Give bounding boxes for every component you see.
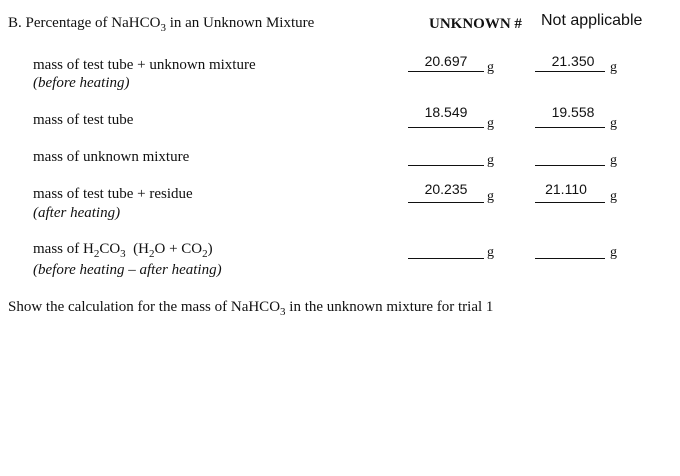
trial1-value-tube-plus-residue: 20.235 [424,181,468,197]
trial2-value-tube-plus-residue: 21.110 [545,181,587,197]
row-sublabel-after-heating: (after heating) [33,205,121,221]
trial2-unit-mass-h2co3: g [610,245,617,260]
unknown-number-label: UNKNOWN # [429,16,522,32]
trial2-value-tube-plus-mixture: 21.350 [551,53,595,69]
trial2-unit-unknown-mixture: g [610,153,617,168]
row-sublabel-difference: (before heating – after heating) [33,262,222,278]
calculation-prompt [8,299,493,318]
section-title-subscript: 3 [160,22,166,34]
trial1-unit-tube-plus-mixture: g [487,60,494,75]
trial1-value-test-tube: 18.549 [424,104,468,120]
trial2-unit-test-tube: g [610,116,617,131]
h2co3-sub-1: 2 [93,248,100,260]
h2co3-text-4: O + CO [154,241,203,257]
row-label-test-tube: mass of test tube [33,112,134,128]
trial1-line-tube-plus-mixture [408,71,484,72]
row-sublabel-before-heating: (before heating) [33,75,130,91]
trial2-line-unknown-mixture [535,165,605,166]
unknown-number-value: Not applicable [541,12,643,29]
h2co3-text-1: mass of H [33,241,94,257]
trial1-unit-mass-h2co3: g [487,245,494,260]
section-title-suffix: in an Unknown Mixture [165,15,315,31]
trial1-line-mass-h2co3 [408,258,484,259]
h2co3-text-5: ) [207,241,213,257]
trial2-unit-tube-plus-mixture: g [610,60,617,75]
trial2-line-mass-h2co3 [535,258,605,259]
trial2-value-test-tube: 19.558 [551,104,595,120]
row-label-tube-plus-residue: mass of test tube + residue [33,186,193,202]
row-label-tube-plus-mixture: mass of test tube + unknown mixture [33,57,256,73]
trial1-line-test-tube [408,127,484,128]
h2co3-sub-3: 2 [149,248,155,260]
trial2-line-test-tube [535,127,605,128]
trial1-unit-tube-plus-residue: g [487,189,494,204]
trial2-line-tube-plus-mixture [535,71,605,72]
calculation-prompt-suffix: in the unknown mixture for trial 1 [285,299,494,315]
h2co3-sub-2: 3 [120,248,126,260]
h2co3-text-2: CO [99,241,121,257]
section-title-prefix: B. Percentage of NaHCO [8,15,161,31]
h2co3-sub-4: 2 [202,248,208,260]
trial1-unit-test-tube: g [487,116,494,131]
section-title [8,15,314,34]
h2co3-text-3: (H [125,241,149,257]
trial1-unit-unknown-mixture: g [487,153,494,168]
row-label-mass-h2co3 [33,241,213,260]
trial1-line-tube-plus-residue [408,202,484,203]
trial1-line-unknown-mixture [408,165,484,166]
trial1-value-tube-plus-mixture: 20.697 [424,53,468,69]
trial2-unit-tube-plus-residue: g [610,189,617,204]
calculation-prompt-subscript: 3 [280,306,286,318]
trial2-line-tube-plus-residue [535,202,605,203]
calculation-prompt-prefix: Show the calculation for the mass of NaHCO [8,299,281,315]
row-label-unknown-mixture: mass of unknown mixture [33,149,190,165]
